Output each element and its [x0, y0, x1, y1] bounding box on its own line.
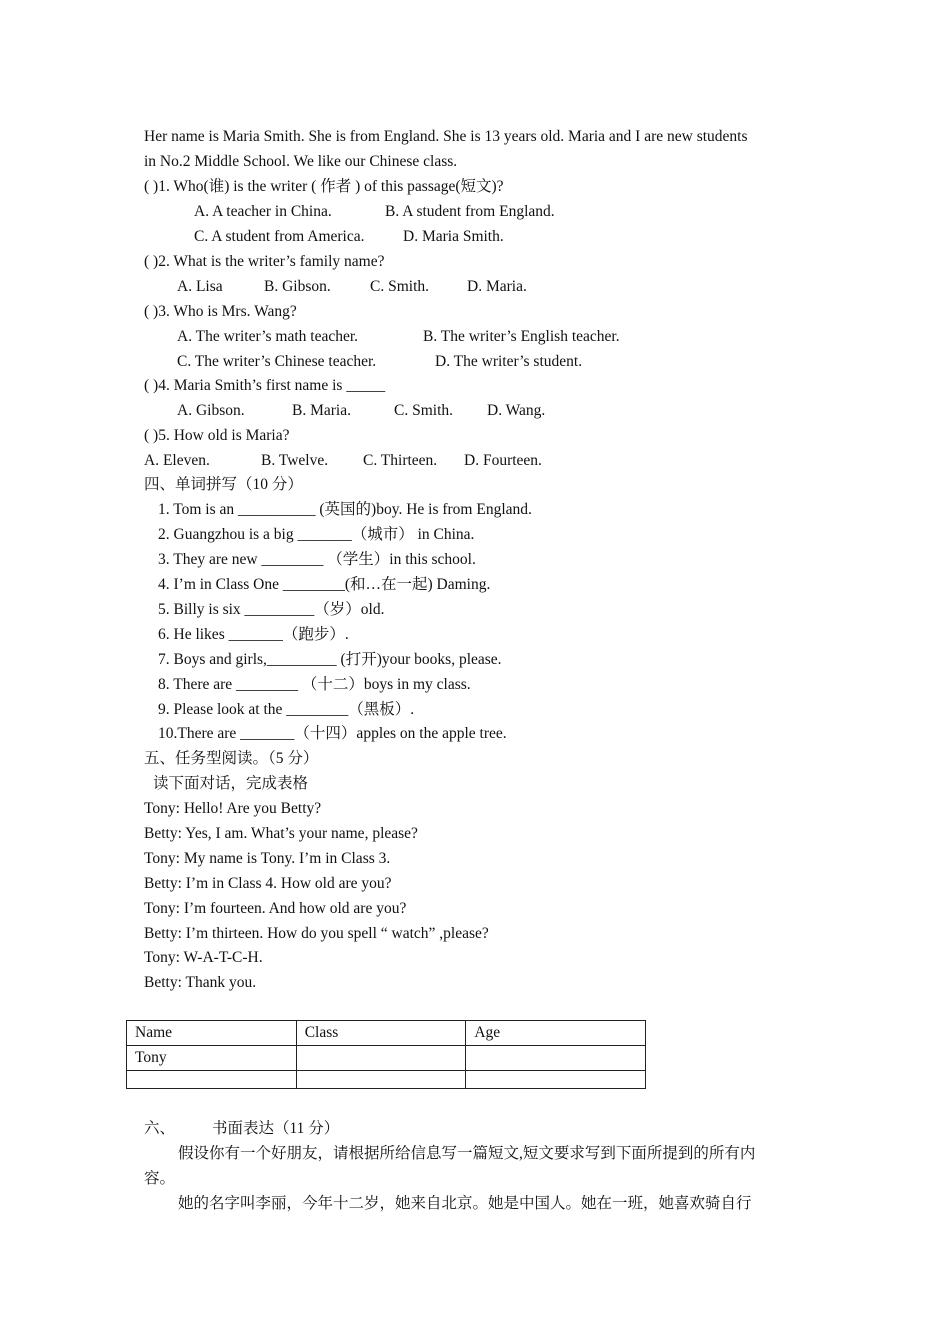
question-4-option-a: A. Gibson.	[177, 402, 245, 419]
passage-line-2: in No.2 Middle School. We like our Chinese class.	[144, 153, 458, 170]
table-cell-age[interactable]	[466, 1046, 646, 1071]
dialogue-line-8: Betty: Thank you.	[144, 974, 257, 991]
dialogue-line-7: Tony: W-A-T-C-H.	[144, 949, 263, 966]
question-1-stem: ( )1. Who(谁) is the writer ( 作者 ) of this passage(短文)?	[144, 178, 504, 195]
question-2-option-d: D. Maria.	[467, 278, 527, 295]
spelling-item-4: 4. I’m in Class One ________(和…在一起) Daming.	[158, 576, 491, 593]
question-3-stem: ( )3. Who is Mrs. Wang?	[144, 303, 297, 320]
question-4-option-d: D. Wang.	[487, 402, 546, 419]
question-5-option-a: A. Eleven.	[144, 452, 210, 469]
question-2-option-a: A. Lisa	[177, 278, 223, 295]
dialogue-line-2: Betty: Yes, I am. What’s your name, please?	[144, 825, 418, 842]
dialogue-line-3: Tony: My name is Tony. I’m in Class 3.	[144, 850, 391, 867]
table-row	[127, 1071, 646, 1089]
info-table-header-name: Name	[127, 1021, 297, 1046]
info-table	[126, 1020, 646, 1089]
info-table-header-row	[127, 1021, 646, 1046]
question-1-option-c: C. A student from America.	[194, 228, 365, 245]
spelling-item-7: 7. Boys and girls,_________ (打开)your books, please.	[158, 651, 502, 668]
info-table-header-class: Class	[296, 1021, 466, 1046]
question-2-stem: ( )2. What is the writer’s family name?	[144, 253, 385, 270]
spelling-item-2: 2. Guangzhou is a big _______（城市） in China.	[158, 526, 475, 543]
question-4-option-c: C. Smith.	[394, 402, 454, 419]
section-5-title: 五、任务型阅读。（5 分）	[144, 750, 319, 767]
question-5-option-c: C. Thirteen.	[363, 452, 438, 469]
table-cell-name[interactable]	[127, 1071, 297, 1089]
dialogue-line-1: Tony: Hello! Are you Betty?	[144, 800, 322, 817]
question-3-option-a: A. The writer’s math teacher.	[177, 328, 359, 345]
question-3-option-d: D. The writer’s student.	[435, 353, 583, 370]
table-cell-age[interactable]	[466, 1071, 646, 1089]
dialogue-line-5: Tony: I’m fourteen. And how old are you?	[144, 900, 407, 917]
section-6-number: 六、	[144, 1120, 176, 1137]
question-2-option-b: B. Gibson.	[264, 278, 331, 295]
question-2-option-c: C. Smith.	[370, 278, 430, 295]
table-cell-class[interactable]	[296, 1046, 466, 1071]
question-5-option-d: D. Fourteen.	[464, 452, 542, 469]
question-5-option-b: B. Twelve.	[261, 452, 329, 469]
section-5-instruction: 读下面对话，完成表格	[153, 775, 309, 792]
spelling-item-3: 3. They are new ________ （学生）in this school.	[158, 551, 476, 568]
dialogue-line-6: Betty: I’m thirteen. How do you spell “ watch” ,please?	[144, 925, 489, 942]
spelling-item-9: 9. Please look at the ________（黑板）.	[158, 701, 415, 718]
spelling-item-10: 10.There are _______（十四）apples on the apple tree.	[158, 725, 507, 742]
spelling-item-8: 8. There are ________ （十二）boys in my class.	[158, 676, 471, 693]
passage-line-1: Her name is Maria Smith. She is from England. She is 13 years old. Maria and I are new students	[144, 128, 748, 145]
question-1-option-b: B. A student from England.	[385, 203, 555, 220]
table-row	[127, 1046, 646, 1071]
question-5-stem: ( )5. How old is Maria?	[144, 427, 290, 444]
question-1-option-d: D. Maria Smith.	[403, 228, 504, 245]
spelling-item-6: 6. He likes _______（跑步）.	[158, 626, 349, 643]
question-3-option-c: C. The writer’s Chinese teacher.	[177, 353, 377, 370]
spelling-item-5: 5. Billy is six _________（岁）old.	[158, 601, 385, 618]
dialogue-line-4: Betty: I’m in Class 4. How old are you?	[144, 875, 392, 892]
writing-prompt-line-1: 假设你有一个好朋友，请根据所给信息写一篇短文,短文要求写到下面所提到的所有内	[178, 1145, 756, 1162]
question-4-stem: ( )4. Maria Smith’s first name is _____	[144, 377, 386, 394]
question-4-option-b: B. Maria.	[292, 402, 351, 419]
section-4-title: 四、单词拼写（10 分）	[144, 476, 303, 493]
table-cell-class[interactable]	[296, 1071, 466, 1089]
info-table-header-age: Age	[466, 1021, 646, 1046]
table-cell-name[interactable]: Tony	[127, 1046, 297, 1071]
writing-info-line-1: 她的名字叫李丽，今年十二岁，她来自北京。她是中国人。她在一班，她喜欢骑自行	[178, 1195, 752, 1212]
writing-prompt-line-2: 容。	[144, 1170, 176, 1187]
question-1-option-a: A. A teacher in China.	[194, 203, 332, 220]
spelling-item-1: 1. Tom is an __________ (英国的)boy. He is from England.	[158, 501, 532, 518]
question-3-option-b: B. The writer’s English teacher.	[423, 328, 620, 345]
section-6-title: 书面表达（11 分）	[212, 1120, 340, 1137]
